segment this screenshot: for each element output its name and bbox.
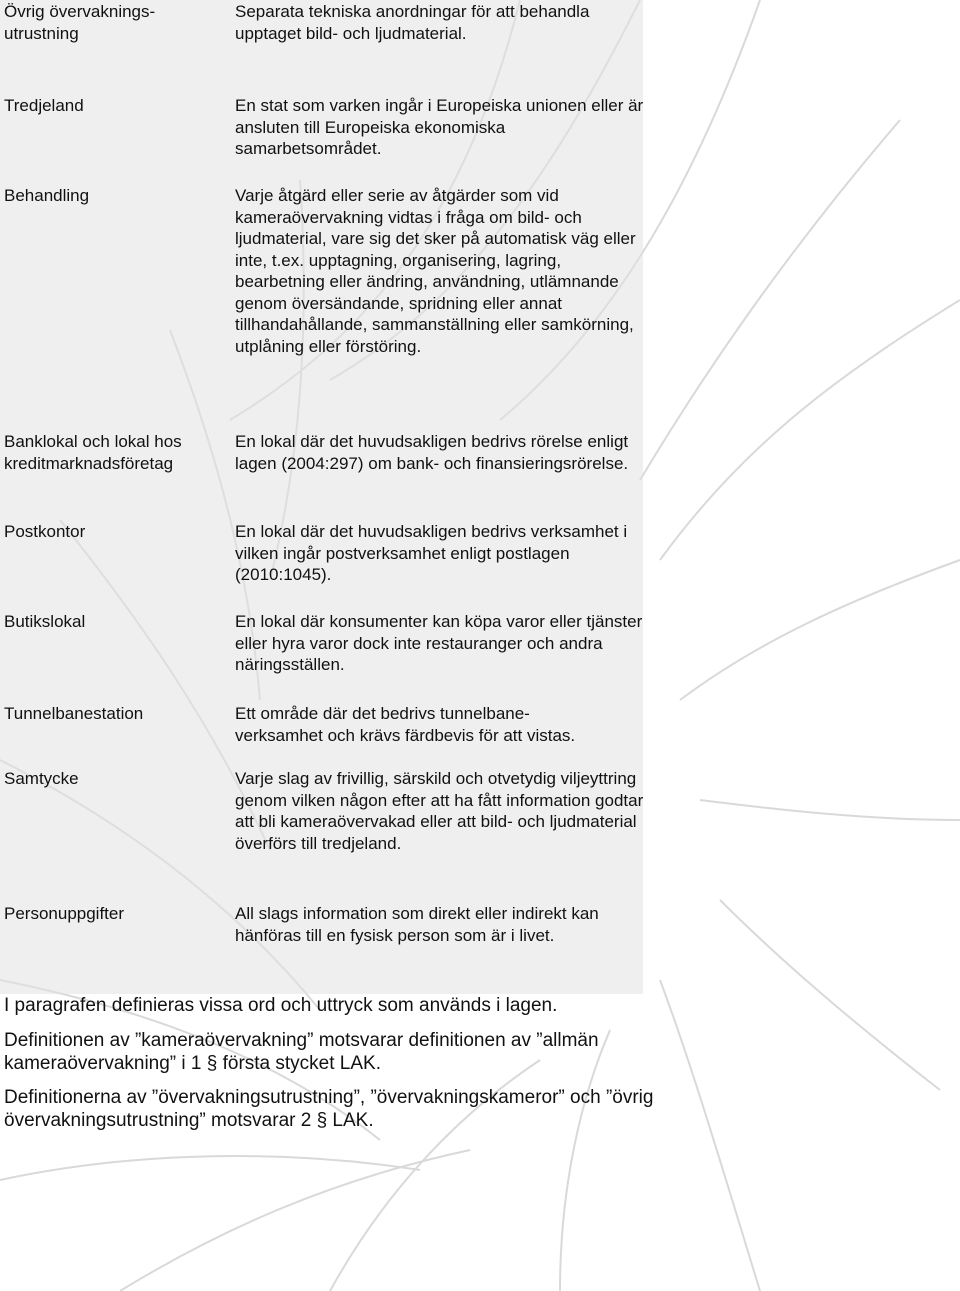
definition-text: En lokal där konsumenter kan köpa varor eller tjänster eller hyra varor dock inte restauranger och andra näringsställen.	[235, 612, 643, 674]
definition-term: Övrig övervaknings- utrustning	[4, 2, 156, 43]
body-paragraph: I paragrafen definieras vissa ord och uttryck som används i lagen.	[4, 995, 558, 1016]
body-paragraph: Definitionen av ”kameraövervakning” motsvarar definitionen av ”allmän kameraövervakning” i 1 § första stycket LAK.	[4, 1030, 599, 1074]
definition-text: Separata tekniska anordningar för att behandla upptaget bild- och ljudmaterial.	[235, 2, 590, 43]
definition-row	[0, 611, 643, 681]
definition-row	[0, 431, 643, 501]
definition-row	[0, 95, 643, 165]
definition-term: Personuppgifter	[4, 904, 125, 923]
definition-row	[0, 903, 643, 953]
definition-term: Butikslokal	[4, 612, 86, 631]
definition-row	[0, 521, 643, 591]
definition-text: Varje slag av frivillig, särskild och otvetydig viljeyttring genom vilken någon efter att ha fått information godtar att bli kameraövervakad eller att bild- och ljudmaterial överförs till tredjeland.	[235, 769, 644, 853]
definition-term: Samtycke	[4, 769, 79, 788]
definition-term: Banklokal och lokal hos kreditmarknadsföretag	[4, 432, 182, 473]
definition-text: En lokal där det huvudsakligen bedrivs verksamhet i vilken ingår postverksamhet enligt postlagen (2010:1045).	[235, 522, 628, 584]
definition-row	[0, 703, 643, 753]
definition-text: En lokal där det huvudsakligen bedrivs rörelse enligt lagen (2004:297) om bank- och finansieringsrörelse.	[235, 432, 629, 473]
definition-text: Ett område där det bedrivs tunnelbane- verksamhet och krävs färdbevis för att vistas.	[235, 704, 576, 745]
definition-text: Varje åtgärd eller serie av åtgärder som vid kameraövervakning vidtas i fråga om bild- och ljudmaterial, vare sig det sker på automatisk väg eller inte, t.ex. upptagning, organisering, lagring, bearbetning eller ändring, användning, utlämnande genom översändande, spridning eller annat tillhandahållande, sammanställning eller samkörning, utplåning eller förstöring.	[235, 186, 636, 356]
definition-term: Tredjeland	[4, 96, 84, 115]
definition-text: En stat som varken ingår i Europeiska unionen eller är ansluten till Europeiska ekonomiska samarbetsområdet.	[235, 96, 644, 158]
definition-row	[0, 1, 643, 61]
definition-row	[0, 185, 643, 365]
body-paragraph: Definitionerna av ”övervakningsutrustning”, ”övervakningskameror” och ”övrig övervakningsutrustning” motsvarar 2 § LAK.	[4, 1087, 654, 1131]
definition-row	[0, 768, 643, 860]
definition-term: Tunnelbanestation	[4, 704, 144, 723]
definition-term: Postkontor	[4, 522, 86, 541]
definition-text: All slags information som direkt eller indirekt kan hänföras till en fysisk person som är i livet.	[235, 904, 599, 945]
definition-term: Behandling	[4, 186, 90, 205]
